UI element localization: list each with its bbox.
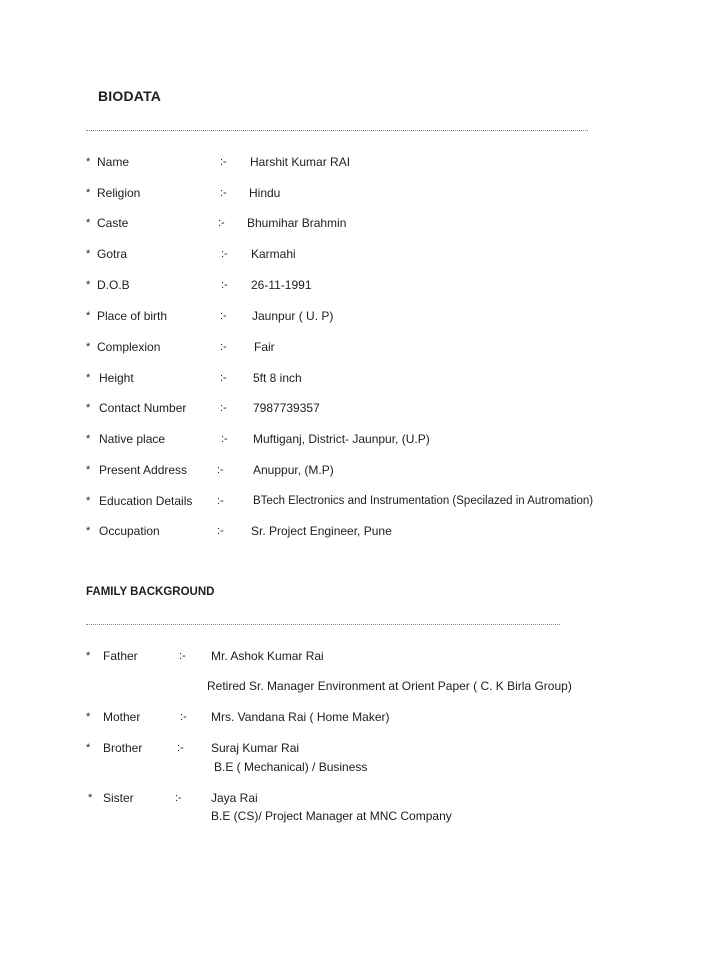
detail-value: Hindu <box>249 186 281 200</box>
detail-label: Occupation <box>99 524 160 538</box>
bullet: * <box>86 217 91 229</box>
family-value: Suraj Kumar Rai <box>211 741 300 755</box>
detail-row-dob <box>0 275 720 295</box>
bullet: * <box>86 650 91 662</box>
detail-label: Complexion <box>97 340 161 354</box>
separator: :- <box>220 156 227 168</box>
separator: :- <box>221 279 228 291</box>
bullet: * <box>86 495 91 507</box>
detail-label: Present Address <box>99 463 188 477</box>
detail-value: BTech Electronics and Instrumentation (Specilazed in Autromation) <box>253 495 594 507</box>
family-background-title: FAMILY BACKGROUND <box>86 586 215 598</box>
bullet: * <box>86 341 91 353</box>
bullet: * <box>86 742 91 754</box>
detail-value: 5ft 8 inch <box>253 371 302 385</box>
detail-row-name <box>0 152 720 172</box>
bullet: * <box>88 792 93 804</box>
detail-row-caste <box>0 213 720 233</box>
separator: :- <box>220 341 227 353</box>
separator: :- <box>220 372 227 384</box>
bullet: * <box>86 433 91 445</box>
separator: :- <box>220 310 227 322</box>
detail-row-occupation <box>0 521 720 541</box>
bullet: * <box>86 156 91 168</box>
family-value: Mrs. Vandana Rai ( Home Maker) <box>211 710 390 724</box>
family-detail-brother: B.E ( Mechanical) / Business <box>214 760 368 774</box>
separator: :- <box>180 711 187 723</box>
family-label: Mother <box>103 710 141 724</box>
detail-value: Muftiganj, District- Jaunpur, (U.P) <box>253 432 430 446</box>
detail-value: Fair <box>254 340 275 354</box>
detail-value: Karmahi <box>251 247 296 261</box>
family-value: Jaya Rai <box>211 791 258 805</box>
detail-label: Caste <box>97 216 129 230</box>
detail-row-complexion <box>0 337 720 357</box>
family-value: Mr. Ashok Kumar Rai <box>211 649 324 663</box>
family-row-brother <box>0 738 720 758</box>
bullet: * <box>86 711 91 723</box>
detail-value: Sr. Project Engineer, Pune <box>251 524 392 538</box>
family-label: Sister <box>103 791 134 805</box>
bullet: * <box>86 279 91 291</box>
family-detail-sister: B.E (CS)/ Project Manager at MNC Company <box>211 809 452 823</box>
detail-value: Harshit Kumar RAI <box>250 155 351 169</box>
detail-label: Religion <box>97 186 141 200</box>
detail-row-native-place <box>0 429 720 449</box>
separator: :- <box>218 217 225 229</box>
bullet: * <box>86 372 91 384</box>
separator: :- <box>217 495 224 507</box>
detail-label: Contact Number <box>99 401 187 415</box>
bullet: * <box>86 525 91 537</box>
detail-row-place-of-birth <box>0 306 720 326</box>
detail-row-gotra <box>0 244 720 264</box>
separator: :- <box>177 742 184 754</box>
detail-label: Native place <box>99 432 166 446</box>
detail-label: Place of birth <box>97 309 168 323</box>
bullet: * <box>86 187 91 199</box>
detail-value: Anuppur, (M.P) <box>253 463 334 477</box>
family-row-mother <box>0 707 720 727</box>
separator: :- <box>221 248 228 260</box>
detail-label: D.O.B <box>97 278 130 292</box>
separator: :- <box>220 402 227 414</box>
title-divider <box>86 130 588 131</box>
separator: :- <box>217 464 224 476</box>
detail-row-present-address <box>0 460 720 480</box>
bullet: * <box>86 310 91 322</box>
separator: :- <box>175 792 182 804</box>
biodata-title: BIODATA <box>98 88 162 104</box>
detail-label: Name <box>97 155 130 169</box>
family-label: Brother <box>103 741 143 755</box>
separator: :- <box>217 525 224 537</box>
bullet: * <box>86 248 91 260</box>
detail-row-height <box>0 368 720 388</box>
separator: :- <box>221 433 228 445</box>
bullet: * <box>86 402 91 414</box>
family-row-father <box>0 646 720 666</box>
separator: :- <box>220 187 227 199</box>
family-label: Father <box>103 649 138 663</box>
detail-label: Height <box>99 371 134 385</box>
detail-label: Education Details <box>99 494 193 508</box>
detail-value: Jaunpur ( U. P) <box>252 309 334 323</box>
detail-value: Bhumihar Brahmin <box>247 216 347 230</box>
detail-row-contact-number <box>0 398 720 418</box>
detail-label: Gotra <box>97 247 128 261</box>
family-detail-father: Retired Sr. Manager Environment at Orient Paper ( C. K Birla Group) <box>207 679 572 693</box>
family-divider <box>86 624 560 625</box>
detail-row-religion <box>0 183 720 203</box>
detail-row-education <box>0 491 720 511</box>
separator: :- <box>179 650 186 662</box>
detail-value: 7987739357 <box>253 401 320 415</box>
bullet: * <box>86 464 91 476</box>
family-row-sister <box>0 788 720 808</box>
detail-value: 26-11-1991 <box>251 278 312 292</box>
